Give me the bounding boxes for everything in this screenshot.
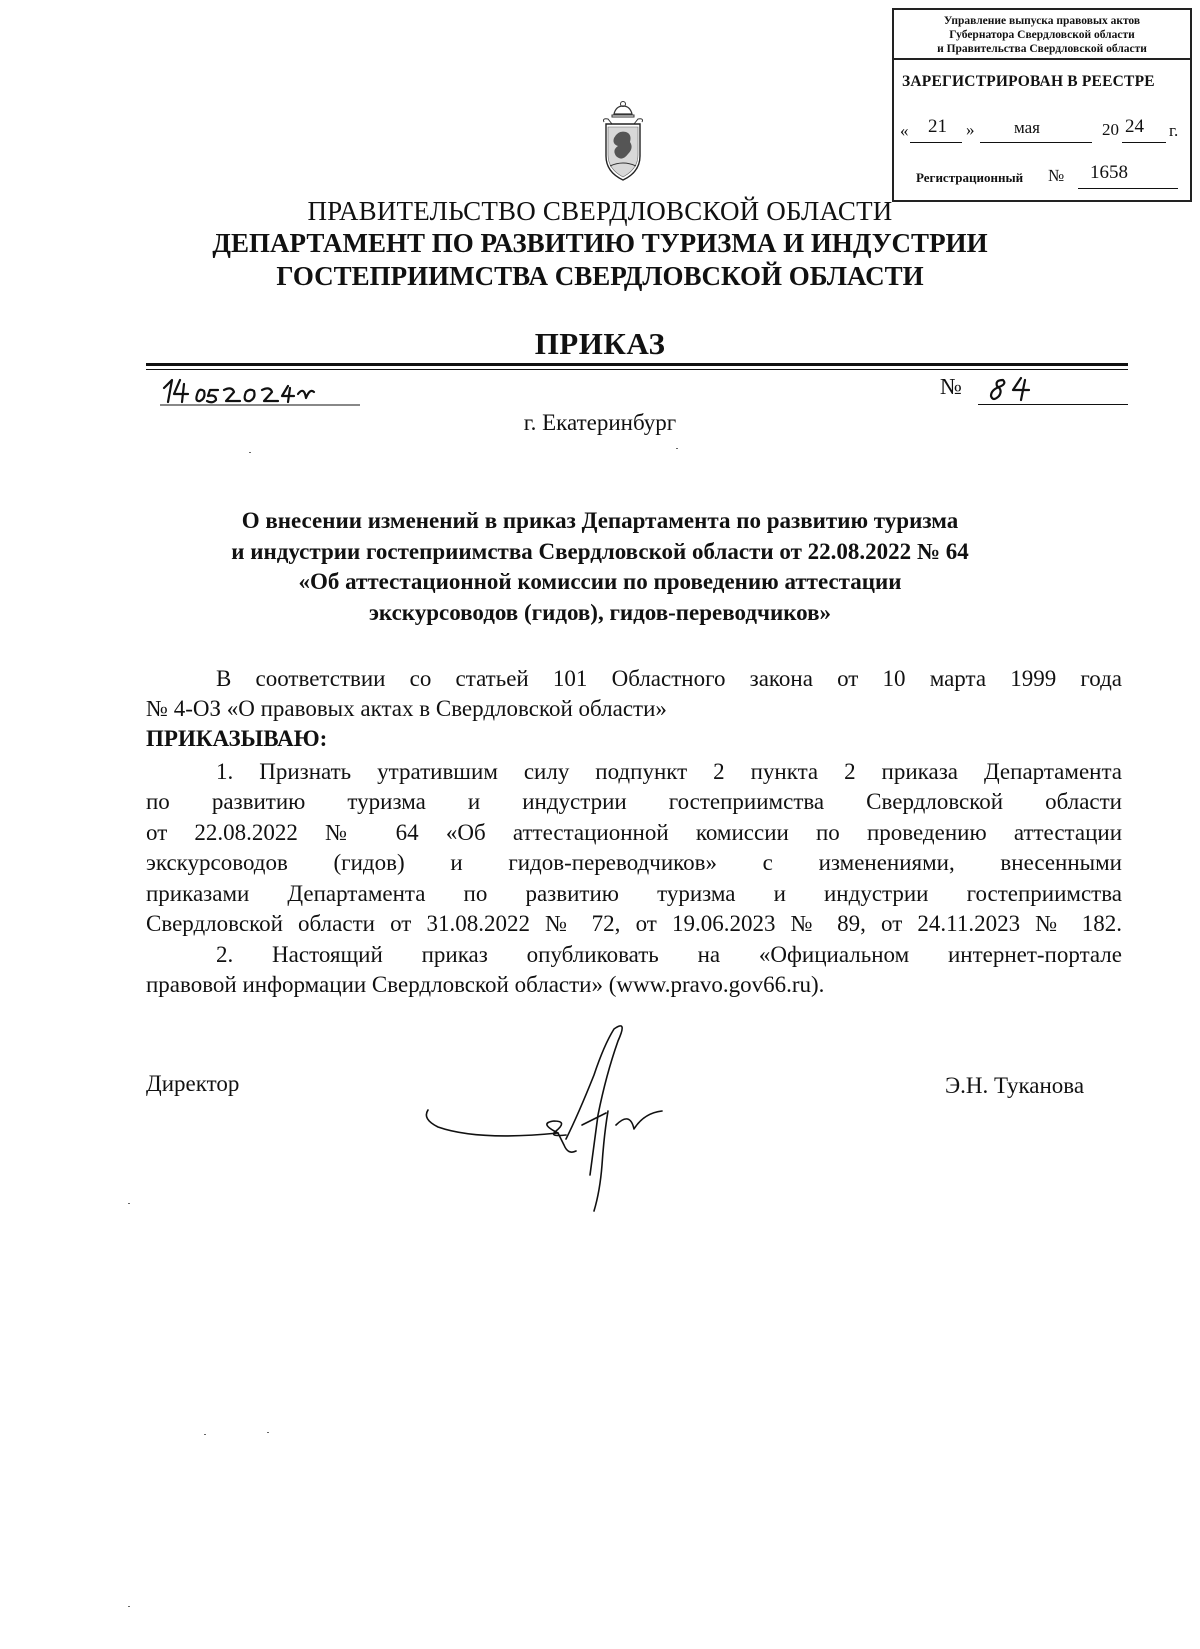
scan-speck bbox=[676, 448, 678, 449]
header-rule-thick bbox=[146, 363, 1128, 366]
city: г. Екатеринбург bbox=[523, 410, 677, 435]
item2-line: 2. Настоящий приказ опубликовать на «Официальном интернет-портале bbox=[216, 942, 1122, 967]
department-title-line2: ГОСТЕПРИИМСТВА СВЕРДЛОВСКОЙ ОБЛАСТИ bbox=[276, 261, 924, 291]
stamp-header bbox=[894, 10, 1190, 60]
number-underline bbox=[978, 404, 1128, 405]
number-sign: № bbox=[940, 374, 962, 399]
stamp-day-underline bbox=[910, 142, 962, 143]
stamp-month: мая bbox=[1014, 118, 1041, 137]
title-line: экскурсоводов (гидов), гидов-переводчиков» bbox=[368, 599, 832, 625]
item2-line: правовой информации Свердловской области» (www.pravo.gov66.ru). bbox=[146, 972, 825, 997]
stamp-registered-label: ЗАРЕГИСТРИРОВАН В РЕЕСТРЕ bbox=[902, 73, 1155, 90]
handwritten-signature bbox=[418, 1015, 708, 1215]
stamp-header-line: Губернатора Свердловской области bbox=[949, 29, 1135, 41]
stamp-header-line: и Правительства Свердловской области bbox=[937, 43, 1147, 55]
stamp-month-underline bbox=[980, 142, 1092, 143]
preamble-line: В соответствии со статьей 101 Областного закона от 10 марта 1999 года bbox=[216, 666, 1122, 691]
scan-speck bbox=[128, 1606, 130, 1607]
stamp-close-quote: » bbox=[966, 120, 975, 139]
registry-stamp bbox=[892, 8, 1192, 202]
signatory-name: Э.Н. Туканова bbox=[945, 1073, 1085, 1098]
signatory-role: Директор bbox=[146, 1071, 240, 1096]
handwritten-number bbox=[987, 374, 1047, 404]
title-line: «Об аттестационной комиссии по проведению аттестации bbox=[298, 569, 902, 594]
stamp-year-prefix: 20 bbox=[1102, 120, 1119, 139]
department-title-line1: ДЕПАРТАМЕНТ ПО РАЗВИТИЮ ТУРИЗМА И ИНДУСТРИИ bbox=[212, 228, 988, 258]
title-line: и индустрии гостеприимства Свердловской области от 22.08.2022 № 64 bbox=[231, 538, 969, 564]
stamp-open-quote: « bbox=[900, 121, 909, 140]
stamp-day: 21 bbox=[928, 116, 947, 137]
order-command: ПРИКАЗЫВАЮ: bbox=[146, 726, 328, 751]
preamble-line: № 4-ОЗ «О правовых актах в Свердловской области» bbox=[146, 696, 667, 721]
item1-line: экскурсоводов (гидов) и гидов-переводчиков» с изменениями, внесенными bbox=[146, 850, 1122, 875]
stamp-reg-sign: № bbox=[1048, 166, 1065, 185]
stamp-year-abbr: г. bbox=[1169, 121, 1179, 140]
scan-speck bbox=[249, 452, 251, 453]
header-rule-thin bbox=[146, 369, 1128, 370]
item1-line: от 22.08.2022 № 64 «Об аттестационной комиссии по проведению аттестации bbox=[146, 820, 1122, 845]
document-title bbox=[100, 506, 1100, 628]
handwritten-date bbox=[160, 374, 360, 406]
document-type: ПРИКАЗ bbox=[534, 326, 666, 361]
scan-speck bbox=[204, 1434, 206, 1435]
stamp-reg-label: Регистрационный bbox=[916, 170, 1024, 185]
stamp-reg-number: 1658 bbox=[1090, 162, 1128, 183]
coat-of-arms-icon bbox=[600, 100, 646, 182]
item1-line: Свердловской области от 31.08.2022 № 72, от 19.06.2023 № 89, от 24.11.2023 № 182. bbox=[146, 911, 1122, 936]
stamp-year-underline bbox=[1122, 142, 1166, 143]
stamp-reg-underline bbox=[1078, 188, 1178, 189]
stamp-year-suffix: 24 bbox=[1125, 116, 1144, 137]
government-title: ПРАВИТЕЛЬСТВО СВЕРДЛОВСКОЙ ОБЛАСТИ bbox=[307, 196, 893, 226]
scan-speck bbox=[128, 1203, 130, 1204]
item1-line: приказами Департамента по развитию туризма и индустрии гостеприимства bbox=[146, 881, 1122, 906]
item1-line: 1. Признать утратившим силу подпункт 2 пункта 2 приказа Департамента bbox=[216, 759, 1122, 784]
stamp-header-line: Управление выпуска правовых актов bbox=[943, 15, 1141, 27]
scan-speck bbox=[267, 1432, 269, 1433]
title-line: О внесении изменений в приказ Департамента по развитию туризма bbox=[241, 508, 959, 533]
item1-line: по развитию туризма и индустрии гостеприимства Свердловской области bbox=[146, 789, 1122, 814]
